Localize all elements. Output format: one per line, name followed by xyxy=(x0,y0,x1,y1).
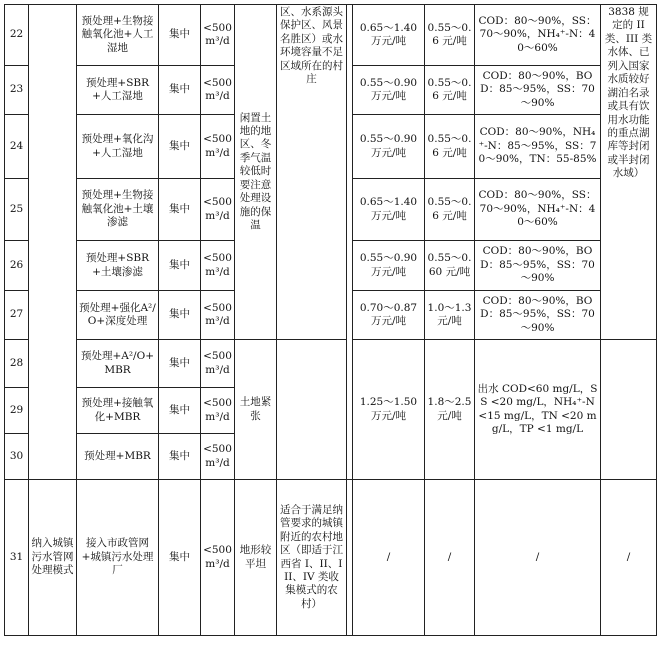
cost-cell: 0.65～1.40 万元/吨 xyxy=(353,5,425,66)
efficiency-cell: COD：80～90%，SS：70～90%，NH₄⁺-N：40～60% xyxy=(475,5,601,66)
cost-cell: 0.65～1.40 万元/吨 xyxy=(353,179,425,241)
cost-cell: 0.55～0.90 万元/吨 xyxy=(353,241,425,291)
efficiency-cell: COD：80～90%，BOD：85～95%，SS：70～90% xyxy=(475,66,601,115)
row-number: 30 xyxy=(5,434,29,480)
scale-cell: 集中 xyxy=(159,388,201,434)
process-cell: 预处理+氧化沟+人工湿地 xyxy=(77,115,159,179)
row-number: 31 xyxy=(5,480,29,636)
flow-cell: <500 m³/d xyxy=(201,388,235,434)
mode-cell: 纳入城镇污水管网处理模式 xyxy=(29,480,77,636)
remark-cell: / xyxy=(601,480,657,636)
efficiency-cell: 出水 COD<60 mg/L，SS <20 mg/L，NH₄⁺-N <15 mg/L，TN <20 mg/L，TP <1 mg/L xyxy=(475,340,601,480)
region-cell: 适合于满足纳管要求的城镇附近的农村地区（即适于江西省 I、II、III、IV 类收集模式的农村） xyxy=(277,480,347,636)
scale-cell: 集中 xyxy=(159,66,201,115)
row-number: 22 xyxy=(5,5,29,66)
operating-cost-cell: 1.0～1.3 元/吨 xyxy=(425,291,475,340)
flow-cell: <500 m³/d xyxy=(201,115,235,179)
process-cell: 预处理+A²/O+MBR xyxy=(77,340,159,388)
process-cell: 预处理+接触氧化+MBR xyxy=(77,388,159,434)
flow-cell: <500 m³/d xyxy=(201,241,235,291)
operating-cost-cell: 0.55～0.60 元/吨 xyxy=(425,241,475,291)
process-cell: 预处理+生物接触氧化池+土壤渗滤 xyxy=(77,179,159,241)
operating-cost-cell: / xyxy=(425,480,475,636)
flow-cell: <500 m³/d xyxy=(201,340,235,388)
flow-cell: <500 m³/d xyxy=(201,5,235,66)
scale-cell: 集中 xyxy=(159,241,201,291)
operating-cost-cell: 0.55～0.6 元/吨 xyxy=(425,115,475,179)
row-number: 25 xyxy=(5,179,29,241)
region-cell xyxy=(277,340,347,480)
row-number: 23 xyxy=(5,66,29,115)
efficiency-cell: COD：80～90%，SS：70～90%，NH₄⁺-N：40～60% xyxy=(475,179,601,241)
flow-cell: <500 m³/d xyxy=(201,179,235,241)
flow-cell: <500 m³/d xyxy=(201,480,235,636)
process-cell: 预处理+生物接触氧化池+人工湿地 xyxy=(77,5,159,66)
flow-cell: <500 m³/d xyxy=(201,291,235,340)
table-row xyxy=(5,5,657,66)
cost-cell: 1.25～1.50 万元/吨 xyxy=(353,340,425,480)
flow-cell: <500 m³/d xyxy=(201,66,235,115)
cost-cell: 0.70～0.87 万元/吨 xyxy=(353,291,425,340)
row-number: 27 xyxy=(5,291,29,340)
condition-cell: 地形较平坦 xyxy=(235,480,277,636)
efficiency-cell: COD：80～90%，BOD：85～95%，SS：70～90% xyxy=(475,241,601,291)
process-cell: 预处理+强化A²/O+深度处理 xyxy=(77,291,159,340)
condition-cell: 闲置土地的地区、冬季气温较低时要注意处理设施的保温 xyxy=(235,5,277,340)
remark-cell xyxy=(601,340,657,480)
process-cell: 预处理+MBR xyxy=(77,434,159,480)
process-cell: 预处理+SBR+土壤渗滤 xyxy=(77,241,159,291)
efficiency-cell: / xyxy=(475,480,601,636)
scale-cell: 集中 xyxy=(159,340,201,388)
cost-cell: / xyxy=(353,480,425,636)
operating-cost-cell: 0.55～0.6 元/吨 xyxy=(425,5,475,66)
row-number: 26 xyxy=(5,241,29,291)
process-cell: 预处理+SBR+人工湿地 xyxy=(77,66,159,115)
row-number: 24 xyxy=(5,115,29,179)
cost-cell: 0.55～0.90 万元/吨 xyxy=(353,66,425,115)
flow-cell: <500 m³/d xyxy=(201,434,235,480)
remark-cell: 3838 规定的 II 类、III 类水体、已列入国家水质较好湖泊名录或具有饮用水功能的重点湖库等封闭或半封闭水域） xyxy=(601,5,657,340)
scale-cell: 集中 xyxy=(159,5,201,66)
operating-cost-cell: 0.55～0.6 元/吨 xyxy=(425,66,475,115)
efficiency-cell: COD：80～90%，BOD：85～95%，SS：70～90% xyxy=(475,291,601,340)
process-cell: 接入市政管网+城镇污水处理厂 xyxy=(77,480,159,636)
row-number: 28 xyxy=(5,340,29,388)
region-cell: 区、水系源头保护区、风景名胜区）或水环境容量不足区域所在的村庄 xyxy=(277,5,347,340)
operating-cost-cell: 1.8～2.5 元/吨 xyxy=(425,340,475,480)
scale-cell: 集中 xyxy=(159,179,201,241)
treatment-table xyxy=(4,4,657,636)
efficiency-cell: COD：80～90%，NH₄⁺-N：85～95%，SS：70～90%，TN：55-85% xyxy=(475,115,601,179)
cost-cell: 0.55～0.90 万元/吨 xyxy=(353,115,425,179)
scale-cell: 集中 xyxy=(159,291,201,340)
row-number: 29 xyxy=(5,388,29,434)
operating-cost-cell: 0.55～0.6 元/吨 xyxy=(425,179,475,241)
table-row xyxy=(5,340,657,388)
scale-cell: 集中 xyxy=(159,434,201,480)
condition-cell: 土地紧张 xyxy=(235,340,277,480)
mode-cell xyxy=(29,5,77,480)
scale-cell: 集中 xyxy=(159,480,201,636)
scale-cell: 集中 xyxy=(159,115,201,179)
table-row xyxy=(5,480,657,636)
